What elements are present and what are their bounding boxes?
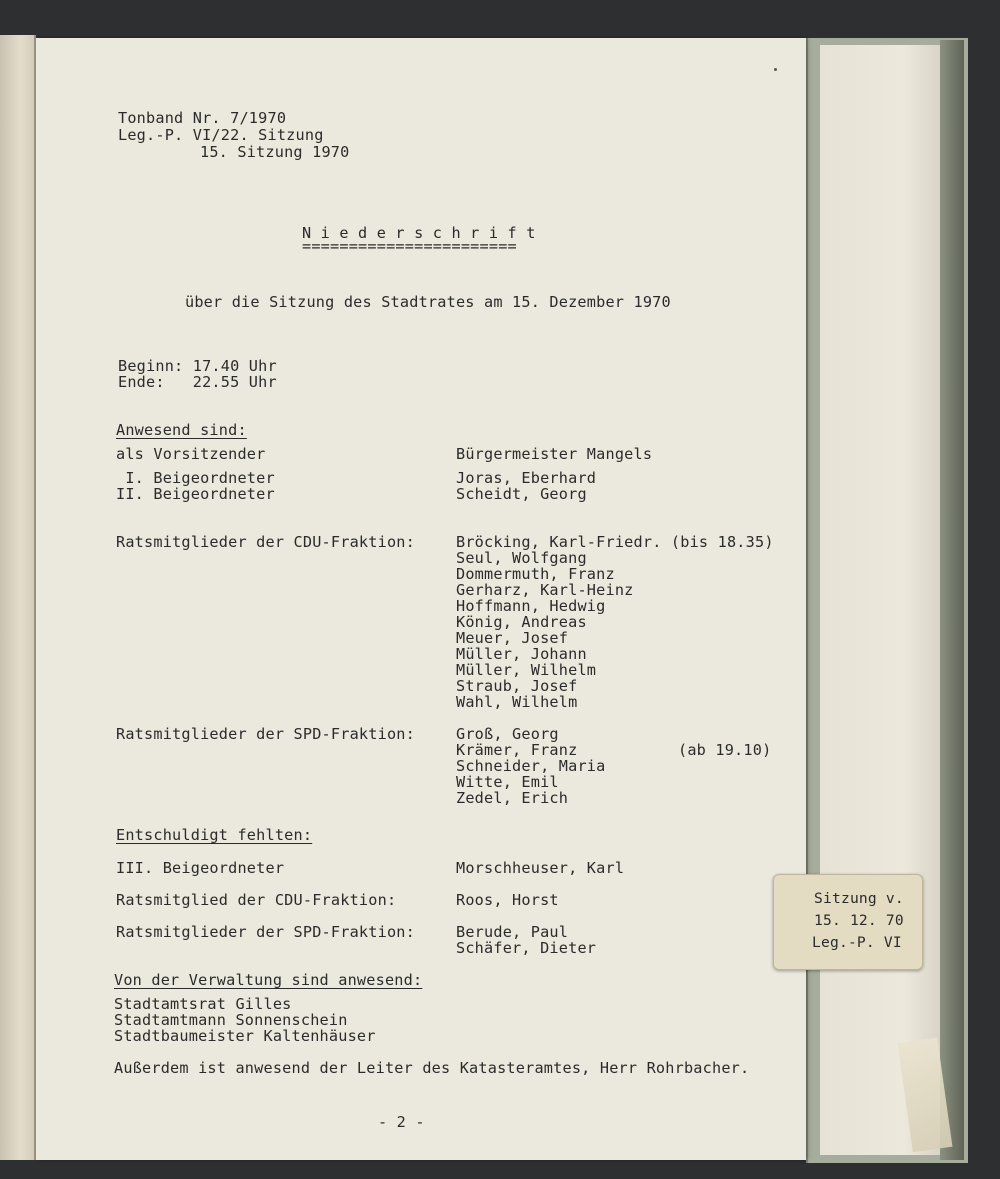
session-number: 15. Sitzung 1970	[200, 143, 350, 161]
additional-attendee: Außerdem ist anwesend der Leiter des Katasteramtes, Herr Rohrbacher.	[114, 1059, 750, 1077]
list-item: Seul, Wolfgang	[456, 549, 587, 567]
list-item: Stadtamtmann Sonnenschein	[114, 1011, 348, 1029]
absent-heading: Entschuldigt fehlten:	[116, 826, 313, 844]
list-item: Müller, Wilhelm	[456, 661, 597, 679]
list-item: Straub, Josef	[456, 677, 578, 695]
list-item: Bröcking, Karl-Friedr. (bis 18.35)	[456, 533, 774, 551]
list-item: Stadtamtsrat Gilles	[114, 995, 292, 1013]
begin-time: Beginn: 17.40 Uhr	[118, 357, 277, 375]
administration-heading: Von der Verwaltung sind anwesend:	[114, 971, 423, 989]
title-rule: =======================	[302, 237, 517, 255]
list-item: Berude, Paul	[456, 923, 569, 941]
deputy3-role: III. Beigeordneter	[116, 859, 285, 877]
end-time: Ende: 22.55 Uhr	[118, 373, 277, 391]
list-item: Schneider, Maria	[456, 757, 606, 775]
list-item: Witte, Emil	[456, 773, 559, 791]
deputy1-name: Joras, Eberhard	[456, 469, 597, 487]
deputy2-role: II. Beigeordneter	[116, 485, 275, 503]
absent-spd-role: Ratsmitglieder der SPD-Fraktion:	[116, 923, 415, 941]
archive-label	[773, 874, 923, 970]
absent-cdu-name: Roos, Horst	[456, 891, 559, 909]
label-line: Leg.-P. VI	[812, 934, 902, 951]
chair-role: als Vorsitzender	[116, 445, 266, 463]
previous-page-edge	[0, 35, 36, 1160]
underlying-pages	[820, 45, 940, 1155]
list-item: Dommermuth, Franz	[456, 565, 615, 583]
document-subtitle: über die Sitzung des Stadtrates am 15. Dezember 1970	[185, 293, 671, 311]
tape-number: Tonband Nr. 7/1970	[118, 109, 287, 127]
deputy3-name: Morschheuser, Karl	[456, 859, 625, 877]
page-number: - 2 -	[378, 1113, 425, 1131]
cdu-role: Ratsmitglieder der CDU-Fraktion:	[116, 533, 415, 551]
arrival-note: (ab 19.10)	[678, 741, 772, 759]
document-page	[36, 38, 806, 1160]
present-heading: Anwesend sind:	[116, 421, 247, 439]
list-item: Meuer, Josef	[456, 629, 569, 647]
document-title: N i e d e r s c h r i f t	[302, 224, 536, 242]
deputy2-name: Scheidt, Georg	[456, 485, 587, 503]
spd-role: Ratsmitglieder der SPD-Fraktion:	[116, 725, 415, 743]
list-item: König, Andreas	[456, 613, 587, 631]
list-item: Stadtbaumeister Kaltenhäuser	[114, 1027, 376, 1045]
list-item: Schäfer, Dieter	[456, 939, 597, 957]
list-item: Hoffmann, Hedwig	[456, 597, 606, 615]
list-item: Wahl, Wilhelm	[456, 693, 578, 711]
chair-name: Bürgermeister Mangels	[456, 445, 653, 463]
list-item: Müller, Johann	[456, 645, 587, 663]
legislature-session: Leg.-P. VI/22. Sitzung	[118, 126, 324, 144]
paper-speck	[774, 68, 777, 71]
list-item: Groß, Georg	[456, 725, 559, 743]
list-item: Krämer, Franz	[456, 741, 578, 759]
label-line: 15. 12. 70	[814, 912, 904, 929]
deputy1-role: I. Beigeordneter	[116, 469, 275, 487]
list-item: Zedel, Erich	[456, 789, 569, 807]
list-item: Gerharz, Karl-Heinz	[456, 581, 634, 599]
binder-spine	[940, 40, 964, 1160]
absent-cdu-role: Ratsmitglied der CDU-Fraktion:	[116, 891, 397, 909]
label-line: Sitzung v.	[814, 890, 904, 907]
